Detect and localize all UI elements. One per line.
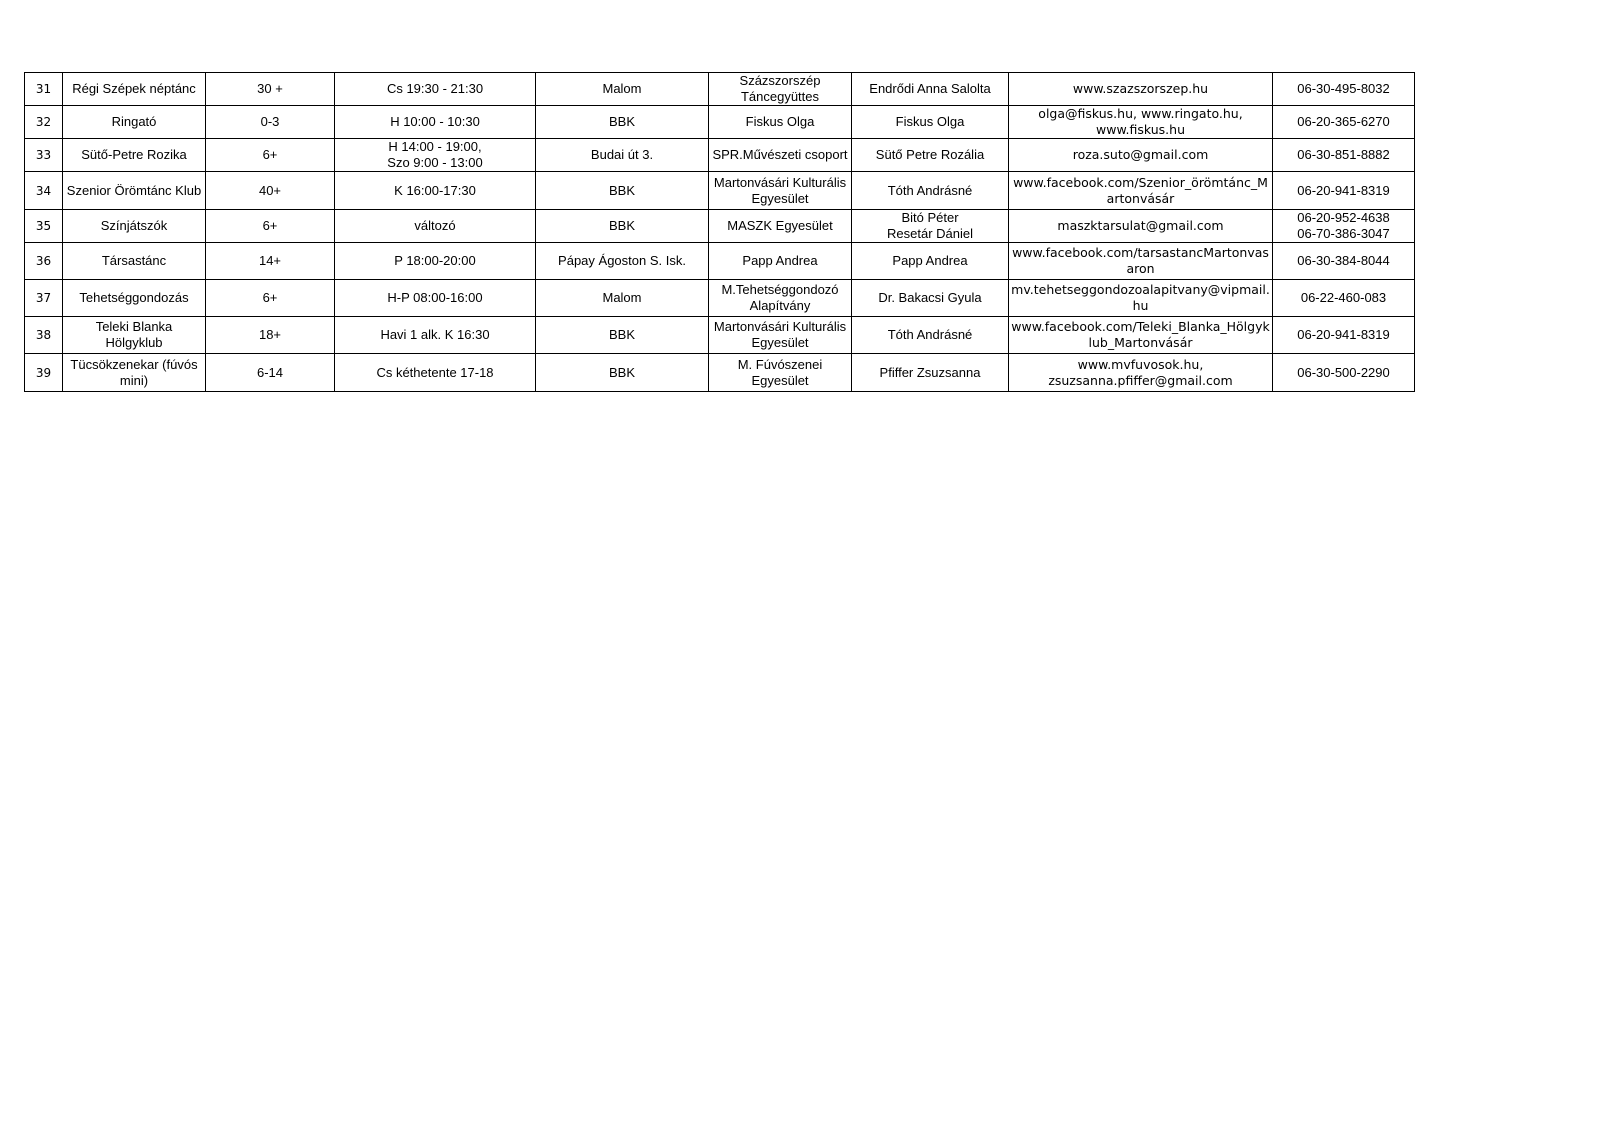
- row-number-cell: [25, 210, 63, 243]
- organizer: M.Tehetséggondozó Alapítvány: [721, 282, 839, 313]
- row-number: 36: [35, 254, 52, 268]
- activity-name: Teleki Blanka Hölgyklub: [95, 319, 173, 350]
- activity-name-cell: [63, 106, 206, 139]
- contact-info: www.facebook.com/Szenior_örömtánc_Martonvásár: [1013, 174, 1268, 206]
- contact-info: mv.tehetseggondozoalapitvany@vipmail.hu: [1011, 282, 1270, 313]
- activity-name-cell: [63, 172, 206, 210]
- activity-name: Színjátszók: [100, 218, 168, 233]
- contact-info-cell: [1009, 172, 1273, 210]
- organizer: Fiskus Olga: [745, 114, 815, 129]
- age-group: 6-14: [256, 364, 284, 380]
- location-cell: [536, 106, 709, 139]
- activity-name: Sütő-Petre Rozika: [81, 147, 187, 162]
- leader-name-cell: [852, 354, 1009, 392]
- leader-name: Fiskus Olga: [895, 114, 965, 129]
- activity-name-cell: [63, 243, 206, 280]
- phone-number-cell: [1273, 73, 1415, 106]
- activity-name-cell: [63, 210, 206, 243]
- leader-name: Pfiffer Zsuzsanna: [879, 364, 981, 380]
- phone-number: 06-20-941-8319: [1297, 182, 1390, 198]
- leader-name: Sütő Petre Rozália: [875, 147, 985, 162]
- location-cell: [536, 354, 709, 392]
- schedule-cell: [335, 139, 536, 172]
- contact-info: roza.suto@gmail.com: [1072, 147, 1209, 162]
- phone-number: 06-20-365-6270: [1297, 114, 1390, 129]
- leader-name-cell: [852, 106, 1009, 139]
- age-group-cell: [206, 210, 335, 243]
- leader-name: Bitó Péter Resetár Dániel: [887, 210, 973, 241]
- location-cell: [536, 243, 709, 280]
- phone-number: 06-30-384-8044: [1297, 253, 1390, 268]
- location-cell: [536, 139, 709, 172]
- schedule-cell: [335, 210, 536, 243]
- row-number: 37: [35, 291, 52, 305]
- location-cell: [536, 317, 709, 354]
- contact-info: www.facebook.com/Teleki_Blanka_Hölgyklub_Martonvásár: [1011, 319, 1270, 350]
- schedule: Havi 1 alk. K 16:30: [380, 327, 490, 342]
- organizer: MASZK Egyesület: [727, 218, 833, 233]
- activity-name: Társastánc: [101, 253, 167, 268]
- organizer-cell: [709, 139, 852, 172]
- phone-number-cell: [1273, 172, 1415, 210]
- contact-info-cell: [1009, 317, 1273, 354]
- contact-info: maszktarsulat@gmail.com: [1057, 218, 1224, 233]
- age-group: 0-3: [260, 114, 280, 129]
- age-group: 18+: [258, 327, 282, 342]
- leader-name-cell: [852, 172, 1009, 210]
- row-number-cell: [25, 73, 63, 106]
- location: BBK: [608, 218, 635, 233]
- organizer-cell: [709, 317, 852, 354]
- age-group: 30 +: [257, 81, 283, 96]
- contact-info-cell: [1009, 210, 1273, 243]
- age-group-cell: [206, 172, 335, 210]
- phone-number-cell: [1273, 317, 1415, 354]
- schedule: H 14:00 - 19:00, Szo 9:00 - 13:00: [387, 139, 483, 170]
- organizer: Százszorszép Táncegyüttes: [739, 73, 821, 104]
- row-number: 38: [35, 328, 52, 342]
- leader-name-cell: [852, 280, 1009, 317]
- activity-name: Régi Szépek néptánc: [72, 81, 196, 96]
- leader-name-cell: [852, 210, 1009, 243]
- row-number-cell: [25, 172, 63, 210]
- row-number: 31: [35, 82, 52, 96]
- row-number-cell: [25, 106, 63, 139]
- schedule-cell: [335, 172, 536, 210]
- row-number: 34: [35, 183, 52, 198]
- age-group-cell: [206, 139, 335, 172]
- table-row: [25, 106, 1415, 139]
- activity-name: Tücsökzenekar (fúvós mini): [70, 356, 198, 388]
- organizer-cell: [709, 280, 852, 317]
- activity-name: Tehetséggondozás: [79, 290, 189, 305]
- contact-info: olga@fiskus.hu, www.ringato.hu, www.fiskus.hu: [1038, 106, 1243, 137]
- contact-info-cell: [1009, 280, 1273, 317]
- leader-name-cell: [852, 73, 1009, 106]
- organizer-cell: [709, 354, 852, 392]
- age-group: 40+: [258, 182, 282, 198]
- age-group: 6+: [262, 290, 278, 305]
- schedule: változó: [414, 218, 456, 233]
- location-cell: [536, 73, 709, 106]
- schedule: P 18:00-20:00: [394, 253, 476, 268]
- phone-number: 06-20-952-4638 06-70-386-3047: [1297, 210, 1390, 241]
- contact-info: www.szazszorszep.hu: [1072, 81, 1209, 96]
- contact-info: www.mvfuvosok.hu, zsuzsanna.pfiffer@gmail.com: [1048, 356, 1233, 388]
- activity-name: Szenior Örömtánc Klub: [66, 182, 202, 198]
- table-row: [25, 73, 1415, 106]
- row-number-cell: [25, 354, 63, 392]
- age-group-cell: [206, 243, 335, 280]
- location: BBK: [608, 364, 635, 380]
- row-number-cell: [25, 317, 63, 354]
- organizer-cell: [709, 210, 852, 243]
- age-group-cell: [206, 280, 335, 317]
- schedule: Cs 19:30 - 21:30: [386, 81, 484, 96]
- phone-number-cell: [1273, 106, 1415, 139]
- schedule-cell: [335, 243, 536, 280]
- organizer: Papp Andrea: [742, 253, 818, 268]
- organizer: Martonvásári Kulturális Egyesület: [713, 174, 847, 206]
- schedule: H-P 08:00-16:00: [387, 290, 483, 305]
- phone-number-cell: [1273, 243, 1415, 280]
- location: Malom: [602, 290, 642, 305]
- leader-name: Endrődi Anna Salolta: [869, 81, 991, 96]
- table-row: [25, 210, 1415, 243]
- organizer: SPR.Művészeti csoport: [712, 147, 848, 162]
- leader-name-cell: [852, 139, 1009, 172]
- location-cell: [536, 210, 709, 243]
- leader-name: Tóth Andrásné: [887, 182, 973, 198]
- activity-name-cell: [63, 280, 206, 317]
- activity-name-cell: [63, 73, 206, 106]
- contact-info-cell: [1009, 354, 1273, 392]
- row-number: 33: [35, 148, 52, 162]
- leader-name: Dr. Bakacsi Gyula: [878, 290, 982, 305]
- leader-name-cell: [852, 317, 1009, 354]
- location: Malom: [602, 81, 642, 96]
- age-group: 6+: [262, 218, 278, 233]
- organizer-cell: [709, 172, 852, 210]
- row-number-cell: [25, 139, 63, 172]
- organizer-cell: [709, 243, 852, 280]
- organizer-cell: [709, 73, 852, 106]
- schedule-cell: [335, 106, 536, 139]
- leader-name: Tóth Andrásné: [887, 327, 973, 342]
- schedule-cell: [335, 73, 536, 106]
- phone-number: 06-30-500-2290: [1297, 364, 1390, 380]
- phone-number-cell: [1273, 280, 1415, 317]
- phone-number: 06-30-851-8882: [1297, 147, 1390, 162]
- contact-info-cell: [1009, 139, 1273, 172]
- activity-name-cell: [63, 354, 206, 392]
- schedule-cell: [335, 317, 536, 354]
- age-group-cell: [206, 73, 335, 106]
- age-group-cell: [206, 106, 335, 139]
- phone-number-cell: [1273, 139, 1415, 172]
- age-group-cell: [206, 317, 335, 354]
- table-row: [25, 139, 1415, 172]
- leader-name: Papp Andrea: [892, 253, 968, 268]
- schedule: K 16:00-17:30: [394, 182, 476, 198]
- age-group: 14+: [258, 253, 282, 268]
- activity-name-cell: [63, 139, 206, 172]
- location-cell: [536, 172, 709, 210]
- organizer: M. Fúvószenei Egyesület: [737, 356, 823, 388]
- age-group-cell: [206, 354, 335, 392]
- location: BBK: [608, 327, 635, 342]
- leader-name-cell: [852, 243, 1009, 280]
- table-row: [25, 243, 1415, 280]
- table-row: [25, 317, 1415, 354]
- table-row: [25, 280, 1415, 317]
- phone-number: 06-30-495-8032: [1297, 81, 1390, 96]
- schedule-cell: [335, 280, 536, 317]
- row-number: 32: [35, 115, 52, 129]
- activity-name-cell: [63, 317, 206, 354]
- organizer: Martonvásári Kulturális Egyesület: [713, 319, 847, 350]
- phone-number-cell: [1273, 210, 1415, 243]
- row-number: 39: [35, 365, 52, 380]
- activities-table: [24, 72, 1415, 392]
- row-number-cell: [25, 243, 63, 280]
- phone-number: 06-22-460-083: [1300, 290, 1387, 305]
- contact-info: www.facebook.com/tarsastancMartonvasaron: [1012, 245, 1269, 276]
- location-cell: [536, 280, 709, 317]
- location: BBK: [608, 114, 635, 129]
- row-number-cell: [25, 280, 63, 317]
- contact-info-cell: [1009, 73, 1273, 106]
- phone-number-cell: [1273, 354, 1415, 392]
- schedule-cell: [335, 354, 536, 392]
- table-row: [25, 354, 1415, 392]
- location: BBK: [608, 182, 635, 198]
- table-row: [25, 172, 1415, 210]
- schedule: H 10:00 - 10:30: [390, 114, 480, 129]
- organizer-cell: [709, 106, 852, 139]
- contact-info-cell: [1009, 243, 1273, 280]
- location: Budai út 3.: [590, 147, 654, 162]
- location: Pápay Ágoston S. Isk.: [558, 253, 686, 268]
- schedule: Cs kéthetente 17-18: [376, 364, 494, 380]
- activity-name: Ringató: [111, 114, 157, 129]
- phone-number: 06-20-941-8319: [1297, 327, 1390, 342]
- age-group: 6+: [262, 147, 278, 162]
- contact-info-cell: [1009, 106, 1273, 139]
- row-number: 35: [35, 219, 52, 233]
